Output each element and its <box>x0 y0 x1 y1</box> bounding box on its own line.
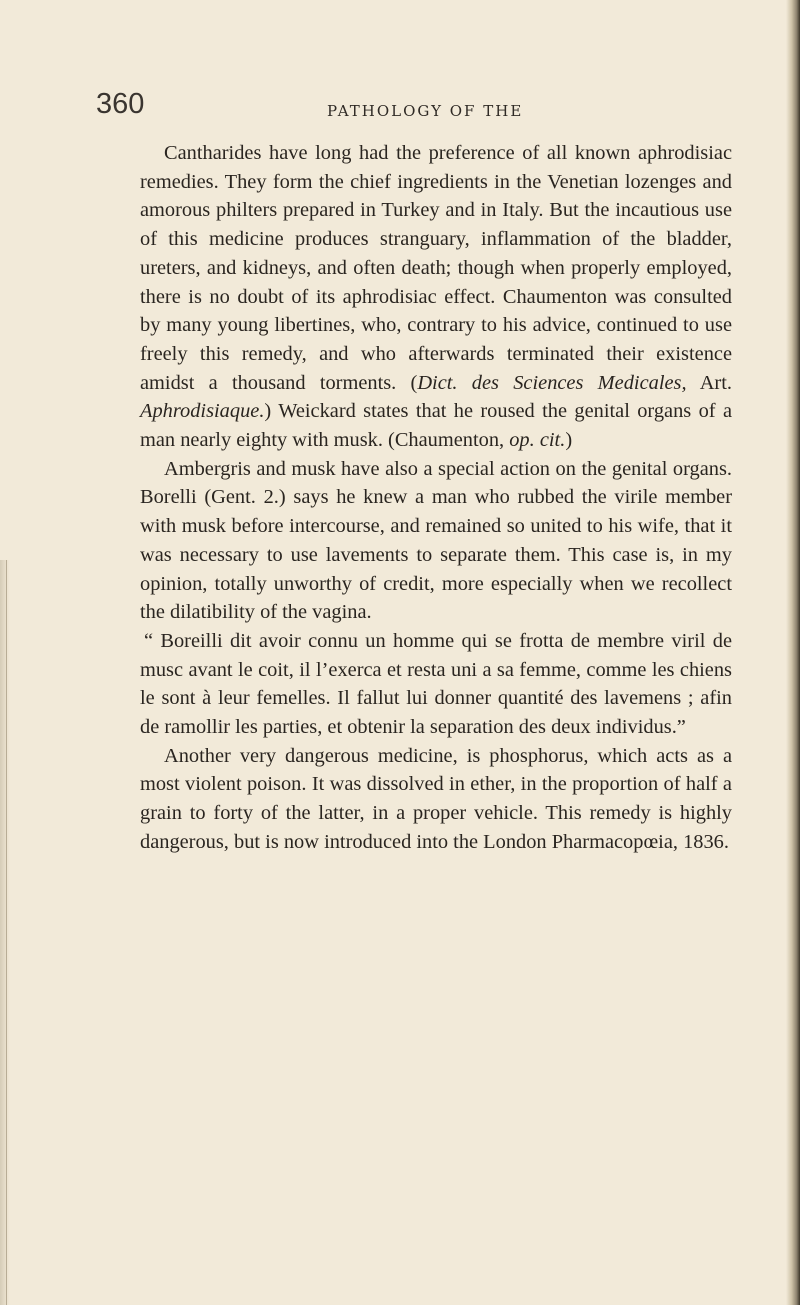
paragraph-ambergris: Ambergris and musk have also a special action on the genital organs. Borelli (Gent. 2.) says he knew a man who rubbed the virile member with musk before intercourse, and remained so united to his wife, that it was necessary to use lavements to separate them. This case is, in my opinion, totally unworthy of credit, more especially when we recollect the dilatibility of the vagina. <box>140 457 732 624</box>
running-head: PATHOLOGY OF THE <box>327 102 524 120</box>
page-left-edge-line <box>6 560 7 1305</box>
paragraph-text: ) <box>565 429 573 452</box>
paragraph-cantharides <box>140 139 732 455</box>
paragraph-french-quote: “ Boreilli dit avoir connu un homme qui se frotta de membre viril de musc avant le coit, il l’exerca et resta uni a sa femme, comme les chiens le sont à leur femelles. Il fallut lui donner quantité des lavemens ; afin de ramollir les parties, et obtenir la separation des deux individus.” <box>140 629 732 739</box>
citation-article: Aphrodisiaque. <box>140 400 265 423</box>
page-header <box>0 88 800 124</box>
page-left-edge-shadow <box>0 560 10 1305</box>
paragraph-text: Cantharides have long had the preference of all known aphrodisiac remedies. They form the chief ingredients in the Venetian lozenges and amorous philters prepared in Turkey and in Italy. But the incautious use of this medicine produces stranguary, inflammation of the bladder, ureters, and kidneys, and often death; though when properly employed, there is no doubt of its aphrodisiac effect. Chaumenton was consulted by many young libertines, who, contrary to his advice, continued to use freely this remedy, and who afterwards terminated their existence amidst a thousand torments. ( <box>140 142 732 394</box>
body-text <box>140 139 732 857</box>
page-number: 360 <box>96 88 145 120</box>
paragraph-text: ) Weickard states that he roused the genital organs of a man nearly eighty with musk. (Chaumenton, <box>140 400 732 452</box>
citation-title: Dict. des Sciences Medicales, <box>417 371 687 394</box>
paragraph-phosphorus: Another very dangerous medicine, is phosphorus, which acts as a most violent poison. It was dissolved in ether, in the proportion of half a grain to forty of the latter, in a proper vehicle. This remedy is highly dangerous, but is now introduced into the London Pharmacopœia, 1836. <box>140 744 732 853</box>
citation-op-cit: op. cit. <box>509 429 566 452</box>
page-right-edge-shadow <box>786 0 800 1305</box>
paragraph-text: Art. <box>686 371 732 394</box>
